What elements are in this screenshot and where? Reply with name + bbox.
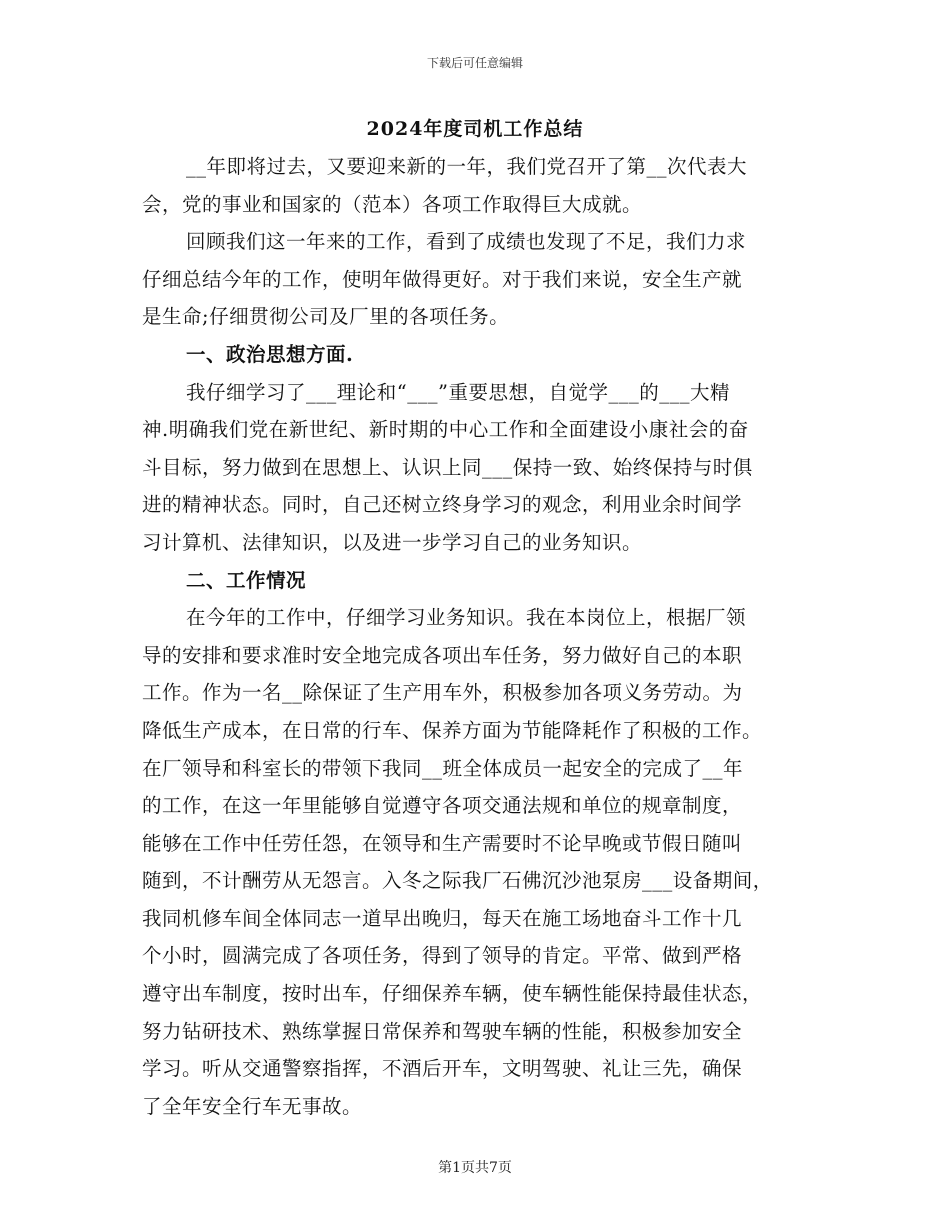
document-body [142,148,814,1125]
paragraph-line: 我仔细学习了___理论和“___”重要思想，自觉学___的___大精 [186,380,730,404]
paragraph-line: 的工作，在这一年里能够自觉遵守各项交通法规和单位的规章制度， [142,794,743,818]
paragraph-line: 在今年的工作中，仔细学习业务知识。我在本岗位上，根据厂领 [186,606,747,630]
paragraph-line: 我同机修车间全体同志一道早出晚归，每天在施工场地奋斗工作十几 [142,906,743,930]
page-number: 第1页共7页 [438,1160,512,1176]
document-title: 2024年度司机工作总结 [366,118,584,140]
paragraph-line: 会，党的事业和国家的（范本）各项工作取得巨大成就。 [142,192,643,216]
section-heading-politics: 一、政治思想方面. [186,342,354,366]
paragraph-line: 学习。听从交通警察指挥，不酒后开车，文明驾驶、礼让三先，确保 [142,1057,743,1081]
section-heading-work: 二、工作情况 [186,568,307,592]
paragraph-line: 能够在工作中任劳任怨，在领导和生产需要时不论早晚或节假日随叫 [142,831,743,855]
paragraph-line: __年即将过去，又要迎来新的一年，我们党召开了第__次代表大 [186,155,748,178]
paragraph-line: 习计算机、法律知识，以及进一步学习自己的业务知识。 [142,530,643,554]
paragraph-line: 神.明确我们党在新世纪、新时期的中心工作和全面建设小康社会的奋 [142,418,749,442]
paragraph-line: 是生命;仔细贯彻公司及厂里的各项任务。 [142,305,510,329]
paragraph-line: 斗目标，努力做到在思想上、认识上同___保持一致、始终保持与时俱 [142,455,753,479]
paragraph-line: 降低生产成本，在日常的行车、保养方面为节能降耗作了积极的工作。 [142,718,763,742]
paragraph-line: 在厂领导和科室长的带领下我同__班全体成员一起安全的完成了__年 [142,756,744,780]
paragraph-line: 了全年安全行车无事故。 [142,1094,363,1118]
paragraph-line: 个小时，圆满完成了各项任务，得到了领导的肯定。平常、做到严格 [142,944,743,968]
paragraph-line: 进的精神状态。同时，自己还树立终身学习的观念，利用业余时间学 [142,493,743,517]
paragraph-line: 导的安排和要求准时安全地完成各项出车任务，努力做好自己的本职 [142,643,743,667]
paragraph-line: 努力钻研技术、熟练掌握日常保养和驾驶车辆的性能，积极参加安全 [142,1019,743,1043]
paragraph-line: 工作。作为一名__除保证了生产用车外，积极参加各项义务劳动。为 [142,681,743,705]
paragraph-line: 回顾我们这一年来的工作，看到了成绩也发现了不足，我们力求 [186,230,747,254]
header-note: 下载后可任意编辑 [426,56,523,70]
paragraph-line: 随到，不计酬劳从无怨言。入冬之际我厂石佛沉沙池泵房___设备期间， [142,869,773,893]
paragraph-line: 仔细总结今年的工作，使明年做得更好。对于我们来说，安全生产就 [142,267,743,291]
paragraph-line: 遵守出车制度，按时出车，仔细保养车辆，使车辆性能保持最佳状态， [142,982,763,1006]
